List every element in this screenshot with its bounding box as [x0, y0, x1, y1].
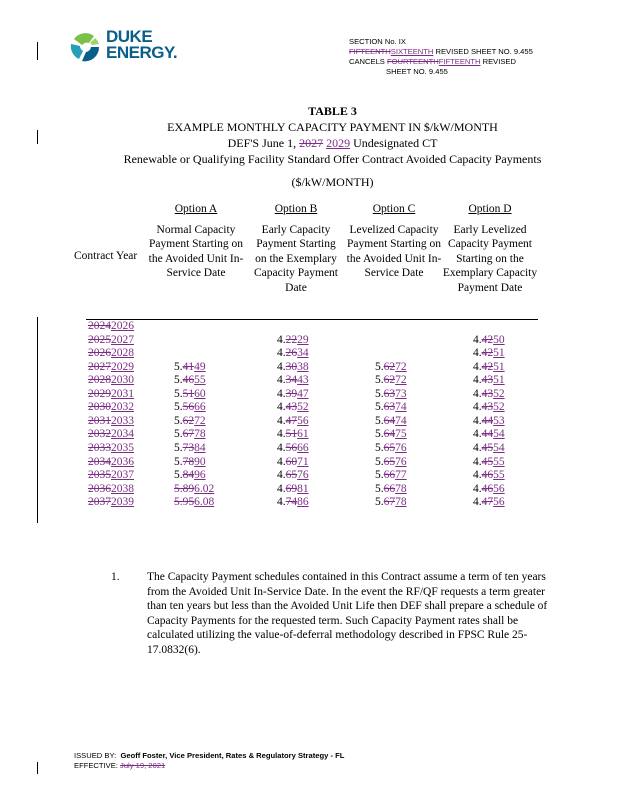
value-text: 4. [277, 387, 286, 400]
column-header-option-b [250, 202, 342, 295]
deleted-text: 41 [182, 360, 195, 373]
contract-year-cell [88, 361, 134, 373]
inserted-text: 2029 [111, 360, 134, 373]
deleted-text: 64 [383, 428, 396, 441]
contract-year-cell [88, 320, 134, 332]
column-header-option-a [148, 202, 244, 281]
table-subtitle-contract: Renewable or Qualifying Facility Standard Offer Contract Avoided Capacity Payments [123, 152, 542, 166]
contract-year-cell [88, 401, 134, 413]
option-c-value [375, 442, 407, 454]
option-b-value [277, 334, 309, 346]
inserted-text: 38 [297, 360, 309, 373]
deleted-text: 34 [285, 374, 298, 387]
deleted-text: 2025 [88, 333, 111, 346]
value-text: 5. [375, 428, 384, 441]
value-text: 5. [375, 455, 384, 468]
deleted-text: 65 [383, 441, 396, 454]
inserted-text: 56 [493, 496, 505, 509]
deleted-text: 62 [383, 360, 396, 373]
option-d-value [473, 428, 505, 440]
deleted-text: 51 [182, 387, 195, 400]
contract-year-cell [88, 415, 134, 427]
deleted-text: 78 [182, 455, 195, 468]
deleted-text: 47 [481, 496, 494, 509]
table-row [0, 320, 624, 334]
inserted-text: 2031 [111, 387, 134, 400]
value-text: 5. [375, 469, 384, 482]
option-label: Option D [468, 203, 512, 215]
revision-bar [37, 762, 38, 774]
inserted-text: 78 [395, 496, 407, 509]
deleted-text: 45 [481, 455, 494, 468]
deleted-text: 63 [383, 401, 396, 414]
deleted-text: 43 [481, 387, 494, 400]
inserted-text: 2036 [111, 455, 134, 468]
option-b-value [277, 428, 309, 440]
option-a-value [174, 428, 206, 440]
option-a-value [174, 496, 214, 508]
value-text: 4. [473, 496, 482, 509]
inserted-text: 96 [194, 469, 206, 482]
deleted-text: 45 [481, 441, 494, 454]
inserted-text: 49 [194, 360, 206, 373]
inserted-text: 73 [395, 387, 407, 400]
table-row [0, 483, 624, 497]
effective-line: EFFECTIVE: July 19, 2021 [74, 761, 166, 770]
column-header-option-c [346, 202, 442, 281]
inserted-text: 66 [194, 401, 206, 414]
value-text: 4. [277, 469, 286, 482]
option-c-value [375, 415, 407, 427]
contract-year-cell [88, 334, 134, 346]
deleted-text: 2036 [88, 482, 111, 495]
contract-year-cell [88, 496, 134, 508]
option-d-value [473, 361, 505, 373]
inserted-text: 34 [297, 347, 309, 360]
option-a-value [174, 374, 206, 386]
value-text: 5. [174, 428, 183, 441]
revision-bar [37, 130, 38, 144]
inserted-text: 55 [493, 455, 505, 468]
value-text: 5. [174, 469, 183, 482]
option-description: Early Capacity Payment Starting on the Exemplary Capacity Payment Date [254, 223, 338, 294]
inserted-text: 2037 [111, 469, 134, 482]
option-b-value [277, 401, 309, 413]
value-text: 4. [473, 455, 482, 468]
deleted-text: 2028 [88, 374, 111, 387]
option-b-value [277, 442, 309, 454]
option-c-value [375, 496, 407, 508]
section-number: SECTION No. IX [349, 37, 406, 46]
sheet-number-line: FIFTEENTHSIXTEENTH REVISED SHEET NO. 9.455 [349, 47, 533, 56]
deleted-text: 2031 [88, 414, 111, 427]
option-a-value [174, 469, 206, 481]
value-text: 4. [277, 428, 286, 441]
inserted-text: 51 [493, 347, 505, 360]
option-label: Option C [372, 203, 416, 215]
value-text: 4. [277, 374, 286, 387]
inserted-text: 55 [194, 374, 206, 387]
option-label: Option B [274, 203, 318, 215]
inserted-text: 2035 [111, 441, 134, 454]
inserted-text: 55 [493, 469, 505, 482]
value-text: 4. [473, 374, 482, 387]
option-a-value [174, 442, 206, 454]
deleted-text: 51 [285, 428, 298, 441]
option-b-value [277, 415, 309, 427]
deleted-text: 2026 [88, 347, 111, 360]
value-text: 4. [277, 347, 286, 360]
inserted-text: 54 [493, 441, 505, 454]
deleted-text: 43 [481, 401, 494, 414]
option-d-value [473, 469, 505, 481]
value-text: 4. [473, 387, 482, 400]
value-text: 4. [473, 333, 482, 346]
inserted-text: SIXTEENTH [390, 47, 434, 56]
inserted-text: 78 [194, 428, 206, 441]
option-d-value [473, 483, 505, 495]
deleted-text: 43 [481, 374, 494, 387]
option-c-value [375, 469, 407, 481]
option-d-value [473, 347, 505, 359]
option-description: Normal Capacity Payment Starting on the Avoided Unit In-Service Date [148, 223, 244, 279]
table-subtitle: EXAMPLE MONTHLY CAPACITY PAYMENT IN $/kW/MONTH [167, 120, 498, 134]
inserted-text: 52 [493, 401, 505, 414]
value-text: 5. [375, 387, 384, 400]
table-row [0, 442, 624, 456]
option-d-value [473, 334, 505, 346]
deleted-text: 2024 [88, 320, 111, 332]
deleted-text: FOURTEENTH [386, 57, 439, 66]
inserted-text: 2032 [111, 401, 134, 414]
contract-year-cell [88, 388, 134, 400]
contract-year-cell [88, 442, 134, 454]
page-footer [74, 751, 344, 771]
table-row [0, 361, 624, 375]
deleted-text: 46 [182, 374, 195, 387]
issued-by-line: ISSUED BY: Geoff Foster, Vice President, Rates & Regulatory Strategy - FL [74, 751, 345, 760]
value-text: 4. [277, 414, 286, 427]
option-b-value [277, 469, 309, 481]
inserted-text: FIFTEENTH [438, 57, 481, 66]
cancels-sheet-number: SHEET NO. 9.455 [386, 67, 448, 76]
note-number: 1. [111, 571, 120, 583]
option-c-value [375, 428, 407, 440]
inserted-text: 51 [493, 374, 505, 387]
inserted-text: 2033 [111, 414, 134, 427]
inserted-text: 2026 [111, 320, 134, 332]
deleted-text: 66 [383, 469, 396, 482]
inserted-text: 61 [297, 428, 309, 441]
value-text: 4. [473, 360, 482, 373]
inserted-text: 78 [395, 482, 407, 495]
inserted-text: 52 [297, 401, 309, 414]
table-row [0, 415, 624, 429]
option-description: Levelized Capacity Payment Starting on the Avoided Unit In-Service Date [346, 223, 442, 279]
option-a-value [174, 483, 214, 495]
value-text: 5. [174, 374, 183, 387]
inserted-text: 86 [297, 496, 309, 509]
option-c-value [375, 374, 407, 386]
deleted-text: FIFTEENTH [349, 47, 391, 56]
table-subtitle-date: DEF'S June 1, 2027 2029 Undesignated CT [227, 136, 438, 150]
revision-bar [37, 42, 38, 60]
inserted-text: 72 [395, 360, 407, 373]
inserted-text: 90 [194, 455, 206, 468]
table-row [0, 388, 624, 402]
inserted-text: 71 [297, 455, 309, 468]
option-b-value [277, 496, 309, 508]
duke-energy-mark-icon [68, 30, 102, 64]
inserted-text: 29 [297, 333, 309, 346]
deleted-text: July 19, 2021 [120, 761, 166, 770]
inserted-text: 47 [297, 387, 309, 400]
deleted-text: 2032 [88, 428, 111, 441]
value-text: 5. [375, 414, 384, 427]
option-d-value [473, 456, 505, 468]
deleted-text: 62 [383, 374, 396, 387]
deleted-text: 43 [285, 401, 298, 414]
option-b-value [277, 388, 309, 400]
deleted-text: 39 [285, 387, 298, 400]
value-text: 4. [277, 401, 286, 414]
inserted-text: 77 [395, 469, 407, 482]
inserted-text: 2027 [111, 333, 134, 346]
logo-line-1: DUKE [106, 27, 153, 46]
option-b-value [277, 361, 309, 373]
contract-year-cell [88, 428, 134, 440]
inserted-text: 2034 [111, 428, 134, 441]
deleted-text: 47 [285, 414, 298, 427]
deleted-text: 65 [383, 455, 396, 468]
value-text: 5. [174, 387, 183, 400]
deleted-text: 2027 [299, 136, 324, 150]
inserted-text: 43 [297, 374, 309, 387]
inserted-text: 52 [493, 387, 505, 400]
deleted-text: 46 [481, 482, 494, 495]
value-text: 5. [375, 374, 384, 387]
value-text: 5. [375, 496, 384, 509]
option-a-value [174, 361, 206, 373]
inserted-text: 74 [395, 414, 407, 427]
table-row [0, 401, 624, 415]
column-header-option-d [442, 202, 538, 295]
deleted-text: 56 [182, 401, 195, 414]
deleted-text: 5.89 [174, 482, 195, 495]
inserted-text: 72 [395, 374, 407, 387]
option-c-value [375, 401, 407, 413]
value-text: 5. [375, 401, 384, 414]
value-text: 5. [174, 414, 183, 427]
deleted-text: 56 [285, 441, 298, 454]
deleted-text: 2027 [88, 360, 111, 373]
inserted-text: 60 [194, 387, 206, 400]
inserted-text: 84 [194, 441, 206, 454]
value-text: 4. [277, 441, 286, 454]
inserted-text: 51 [493, 360, 505, 373]
deleted-text: 30 [285, 360, 298, 373]
value-text: 4. [473, 347, 482, 360]
value-text: 4. [473, 469, 482, 482]
unit-label: ($/kW/MONTH) [291, 175, 374, 189]
deleted-text: 73 [182, 441, 195, 454]
table-row [0, 428, 624, 442]
sheet-header [349, 37, 533, 77]
deleted-text: 64 [383, 414, 396, 427]
inserted-text: 53 [493, 414, 505, 427]
value-text: 5. [375, 360, 384, 373]
value-text: 4. [277, 333, 286, 346]
value-text: 5. [174, 455, 183, 468]
table-row [0, 374, 624, 388]
option-c-value [375, 361, 407, 373]
value-text: 4. [473, 482, 482, 495]
table-row [0, 496, 624, 510]
table-row [0, 456, 624, 470]
option-d-value [473, 442, 505, 454]
value-text: 4. [277, 496, 286, 509]
deleted-text: 74 [285, 496, 298, 509]
deleted-text: 2030 [88, 401, 111, 414]
inserted-text: 74 [395, 401, 407, 414]
contract-year-cell [88, 456, 134, 468]
value-text: 4. [473, 401, 482, 414]
deleted-text: 2033 [88, 441, 111, 454]
value-text: 4. [473, 441, 482, 454]
option-a-value [174, 388, 206, 400]
value-text: 4. [277, 482, 286, 495]
deleted-text: 2037 [88, 496, 111, 509]
option-c-value [375, 456, 407, 468]
table-row [0, 334, 624, 348]
inserted-text: 2028 [111, 347, 134, 360]
deleted-text: 2035 [88, 469, 111, 482]
inserted-text: 6.08 [194, 496, 215, 509]
option-c-value [375, 483, 407, 495]
value-text: 4. [277, 360, 286, 373]
value-text: 5. [174, 441, 183, 454]
option-label: Option A [174, 203, 218, 215]
option-b-value [277, 374, 309, 386]
inserted-text: 76 [395, 441, 407, 454]
inserted-text: 81 [297, 482, 309, 495]
deleted-text: 69 [285, 482, 298, 495]
deleted-text: 44 [481, 428, 494, 441]
deleted-text: 67 [182, 428, 195, 441]
option-d-value [473, 401, 505, 413]
option-d-value [473, 374, 505, 386]
contract-year-cell [88, 483, 134, 495]
inserted-text: 50 [493, 333, 505, 346]
option-a-value [174, 415, 206, 427]
logo-line-2: ENERGY. [106, 43, 178, 62]
deleted-text: 2029 [88, 387, 111, 400]
deleted-text: 42 [481, 333, 494, 346]
option-b-value [277, 483, 309, 495]
inserted-text: 66 [297, 441, 309, 454]
option-a-value [174, 456, 206, 468]
deleted-text: 42 [481, 347, 494, 360]
option-b-value [277, 347, 309, 359]
table-title: TABLE 3 [308, 104, 357, 118]
value-text: 5. [174, 401, 183, 414]
deleted-text: 26 [285, 347, 298, 360]
value-text: 4. [473, 428, 482, 441]
deleted-text: 22 [285, 333, 298, 346]
inserted-text: 54 [493, 428, 505, 441]
deleted-text: 67 [383, 496, 396, 509]
note-text: The Capacity Payment schedules contained in this Contract assume a term of ten years from the Avoided Unit In-Service Date. In the event the RF/QF requests a term greater than ten years but less than the Avoided Unit Life then DEF shall prepare a schedule of Capacity Payments for the requested term. Such Capacity Payment rates shall be calculated utilizing the value-of-deferral methodology described in FPSC Rule 25-17.0832(6). [147, 571, 548, 656]
issued-by-value: Geoff Foster, Vice President, Rates & Regulatory Strategy - FL [120, 751, 345, 760]
deleted-text: 66 [383, 482, 396, 495]
option-b-value [277, 456, 309, 468]
inserted-text: 76 [395, 455, 407, 468]
inserted-text: 56 [297, 414, 309, 427]
value-text: 4. [277, 455, 286, 468]
deleted-text: 5.95 [174, 496, 195, 509]
deleted-text: 84 [182, 469, 195, 482]
value-text: 5. [375, 482, 384, 495]
deleted-text: 46 [481, 469, 494, 482]
contract-year-header: Contract Year [74, 250, 138, 262]
option-a-value [174, 401, 206, 413]
option-d-value [473, 388, 505, 400]
inserted-text: 2038 [111, 482, 134, 495]
deleted-text: 44 [481, 414, 494, 427]
value-text: 5. [174, 360, 183, 373]
inserted-text: 2029 [326, 136, 351, 150]
deleted-text: 65 [285, 469, 298, 482]
table-row [0, 347, 624, 361]
table-titles [60, 103, 605, 167]
option-c-value [375, 388, 407, 400]
inserted-text: 6.02 [194, 482, 215, 495]
option-description: Early Levelized Capacity Payment Starting on the Exemplary Capacity Payment Date [442, 223, 538, 294]
inserted-text: 2030 [111, 374, 134, 387]
inserted-text: 56 [493, 482, 505, 495]
deleted-text: 2034 [88, 455, 111, 468]
value-text: 4. [473, 414, 482, 427]
inserted-text: 2039 [111, 496, 134, 509]
deleted-text: 42 [481, 360, 494, 373]
contract-year-cell [88, 347, 134, 359]
value-text: 5. [375, 441, 384, 454]
option-d-value [473, 415, 505, 427]
contract-year-cell [88, 374, 134, 386]
table-row [0, 469, 624, 483]
option-d-value [473, 496, 505, 508]
deleted-text: 60 [285, 455, 298, 468]
contract-year-cell [88, 469, 134, 481]
inserted-text: 72 [194, 414, 206, 427]
inserted-text: 76 [297, 469, 309, 482]
inserted-text: 75 [395, 428, 407, 441]
deleted-text: 63 [383, 387, 396, 400]
deleted-text: 62 [182, 414, 195, 427]
cancels-line: CANCELS FOURTEENTHFIFTEENTH REVISED [349, 57, 516, 66]
